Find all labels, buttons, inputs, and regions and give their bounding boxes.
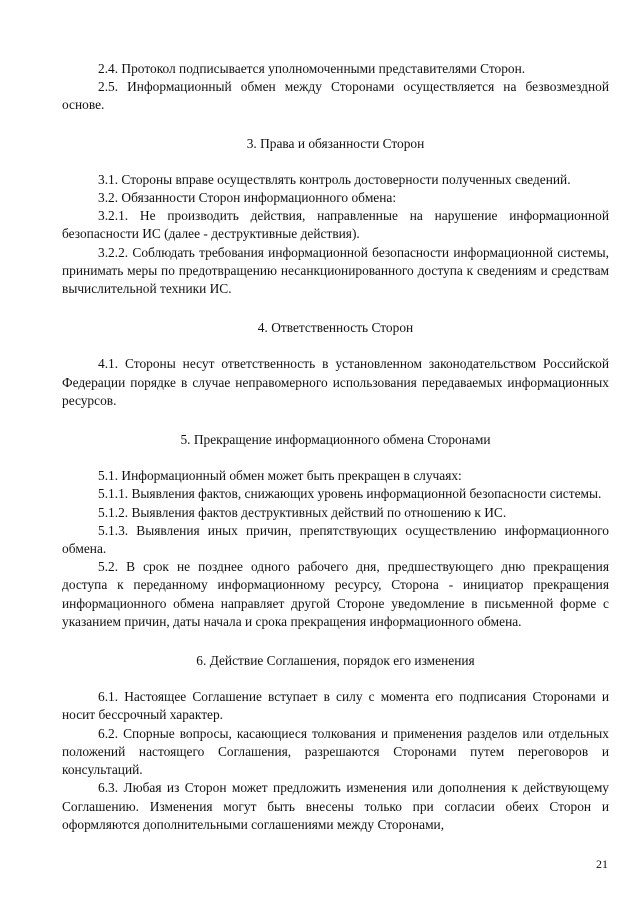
paragraph-5-1-3: 5.1.3. Выявления иных причин, препятствующих осуществлению информационного обмена. <box>62 522 609 557</box>
section-heading-5: 5. Прекращение информационного обмена Сторонами <box>180 432 491 448</box>
document-body <box>62 60 609 834</box>
paragraph-6-2: 6.2. Спорные вопросы, касающиеся толкования и применения разделов или отдельных положений настоящего Соглашения, разрешаются Сторонами путем переговоров и консультаций. <box>62 725 609 778</box>
paragraph-3-1: 3.1. Стороны вправе осуществлять контроль достоверности полученных сведений. <box>98 171 571 187</box>
section-heading-6: 6. Действие Соглашения, порядок его изменения <box>196 653 475 669</box>
paragraph-6-3: 6.3. Любая из Сторон может предложить изменения или дополнения к действующему Соглашению. Изменения могут быть внесены только при согласии обеих Сторон и оформляются дополнительными соглашениями между Сторонами, <box>62 780 609 832</box>
paragraph-3-2-2: 3.2.2. Соблюдать требования информационной безопасности информационной системы, принимать меры по предотвращению несанкционированного доступа к сведениям и средствам вычислительной техники ИС. <box>62 244 609 297</box>
paragraph-3-2: 3.2. Обязанности Сторон информационного обмена: <box>98 190 397 206</box>
paragraph-2-4: 2.4. Протокол подписывается уполномоченными представителями Сторон. <box>98 61 526 76</box>
section-heading-3: 3. Права и обязанности Сторон <box>246 135 425 151</box>
page-number: 21 <box>596 857 608 871</box>
paragraph-4-1: 4.1. Стороны несут ответственность в установленном законодательством Российской Федерации порядке в случае неправомерного использования передаваемых информационных ресурсов. <box>62 356 609 408</box>
paragraph-5-1: 5.1. Информационный обмен может быть прекращен в случаях: <box>98 468 462 484</box>
paragraph-5-1-1: 5.1.1. Выявления фактов, снижающих уровень информационной безопасности системы. <box>98 486 602 502</box>
paragraph-6-1: 6.1. Настоящее Соглашение вступает в силу с момента его подписания Сторонами и носит бессрочный характер. <box>62 689 609 723</box>
paragraph-3-2-1: 3.2.1. Не производить действия, направленные на нарушение информационной безопасности ИС (далее - деструктивные действия). <box>62 208 609 242</box>
paragraph-2-5: 2.5. Информационный обмен между Сторонами осуществляется на безвозмездной основе. <box>62 79 609 113</box>
paragraph-5-2: 5.2. В срок не позднее одного рабочего дня, предшествующего дню прекращения доступа к переданному информационному ресурсу, Сторона - инициатор прекращения информационного обмена направляет другой Стороне уведомление в письменной форме с указанием причин, даты начала и срока прекращения информационного обмена. <box>62 559 609 629</box>
paragraph-5-1-2: 5.1.2. Выявления фактов деструктивных действий по отношению к ИС. <box>98 504 507 520</box>
section-heading-4: 4. Ответственность Сторон <box>257 320 414 336</box>
